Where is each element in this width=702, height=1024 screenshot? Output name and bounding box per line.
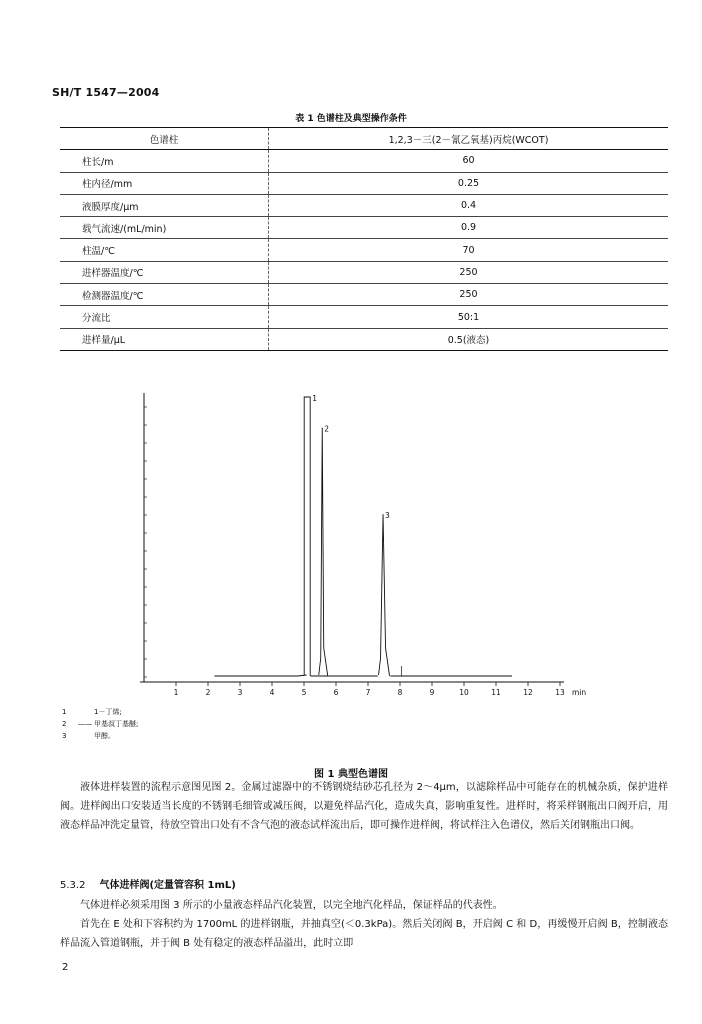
legend-text: 甲基叔丁基醚; bbox=[94, 720, 139, 728]
x-tick-label: 9 bbox=[429, 688, 435, 697]
x-tick-label: 8 bbox=[397, 688, 403, 697]
x-tick-label: 4 bbox=[269, 688, 275, 697]
table-row bbox=[60, 239, 668, 261]
paragraph-text: 液体进样装置的流程示意图见图 2。金属过滤器中的不锈钢烧结砂芯孔径为 2～4μm，以滤除样品中可能存在的机械杂质，保护进样阀。进样阀出口安装适当长度的不锈钢毛细管或减压阀，以避免样品汽化，造成失真，影响重复性。进样时，将采样钢瓶出口阀开启，用液态样品冲洗定量管，待放空管出口处有不含气泡的液态试样流出后，即可操作进样阀，将试样注入色谱仪，然后关闭钢瓶出口阀。 bbox=[60, 782, 668, 831]
x-tick-label: 10 bbox=[459, 688, 469, 697]
section-title: 气体进样阀(定量管容积 1mL) bbox=[99, 880, 236, 891]
table-row bbox=[60, 261, 668, 283]
x-tick-label: 11 bbox=[491, 688, 501, 697]
x-tick-label: 7 bbox=[365, 688, 371, 697]
table-header-cell: 1,2,3－三(2－氰乙氧基)丙烷(WCOT) bbox=[269, 128, 669, 150]
chromatogram-peak bbox=[319, 428, 328, 676]
x-tick-label: 12 bbox=[523, 688, 533, 697]
param-cell: 进样器温度/℃ bbox=[60, 261, 269, 283]
value-cell: 50:1 bbox=[269, 306, 669, 328]
table-row bbox=[60, 328, 668, 350]
figure-caption: 图 1 典型色谱图 bbox=[314, 769, 388, 780]
value-cell: 250 bbox=[269, 284, 669, 306]
x-axis-unit: min bbox=[572, 688, 587, 697]
document-header: SH/T 1547—2004 bbox=[52, 86, 160, 99]
param-cell: 载气流速/(mL/min) bbox=[60, 217, 269, 239]
table-row bbox=[60, 306, 668, 328]
paragraph bbox=[60, 779, 668, 835]
legend-separator: —— bbox=[78, 720, 92, 728]
table-row bbox=[60, 194, 668, 216]
x-tick-label: 13 bbox=[555, 688, 565, 697]
chromatogram-baseline bbox=[214, 675, 306, 676]
table-header-row bbox=[60, 128, 668, 150]
value-cell: 0.5(液态) bbox=[269, 328, 669, 350]
value-cell: 0.25 bbox=[269, 172, 669, 194]
legend-item bbox=[62, 730, 138, 742]
value-cell: 0.9 bbox=[269, 217, 669, 239]
param-cell: 液膜厚度/μm bbox=[60, 194, 269, 216]
value-cell: 60 bbox=[269, 150, 669, 172]
value-cell: 250 bbox=[269, 261, 669, 283]
legend-number: 1 bbox=[62, 708, 67, 716]
x-tick-label: 5 bbox=[301, 688, 307, 697]
table-row bbox=[60, 172, 668, 194]
param-cell: 进样量/μL bbox=[60, 328, 269, 350]
legend-text: 甲醇。 bbox=[94, 732, 115, 740]
operating-conditions-table bbox=[60, 127, 668, 351]
peak-label: 2 bbox=[324, 424, 330, 434]
section-number: 5.3.2 bbox=[60, 880, 86, 891]
legend-number: 3 bbox=[62, 732, 67, 740]
table-caption: 表 1 色谱柱及典型操作条件 bbox=[295, 114, 407, 124]
table-row bbox=[60, 217, 668, 239]
legend-item bbox=[62, 706, 138, 718]
section-heading bbox=[60, 876, 236, 891]
x-tick-label: 6 bbox=[333, 688, 339, 697]
chromatogram-peak bbox=[379, 514, 390, 676]
figure-legend bbox=[62, 706, 138, 742]
paragraph-text: 气体进样必须采用图 3 所示的小量液态样品汽化装置，以完全地汽化样品，保证样品的代表性。 bbox=[80, 900, 503, 911]
value-cell: 0.4 bbox=[269, 194, 669, 216]
legend-number: 2 bbox=[62, 720, 67, 728]
paragraph bbox=[60, 897, 668, 953]
param-cell: 柱内径/mm bbox=[60, 172, 269, 194]
table-row bbox=[60, 150, 668, 172]
x-tick-label: 3 bbox=[237, 688, 243, 697]
legend-item bbox=[62, 718, 138, 730]
chromatogram-peak bbox=[304, 397, 310, 676]
table-row bbox=[60, 284, 668, 306]
table-header-cell: 色谱柱 bbox=[60, 128, 269, 150]
peak-label: 1 bbox=[312, 394, 317, 403]
chromatogram-chart bbox=[60, 385, 587, 707]
x-tick-label: 2 bbox=[205, 688, 211, 697]
legend-text: 1－丁烯; bbox=[94, 708, 122, 716]
x-tick-label: 1 bbox=[173, 688, 179, 697]
param-cell: 检测器温度/℃ bbox=[60, 284, 269, 306]
paragraph-text: 首先在 E 处和下容积约为 1700mL 的进样钢瓶，并抽真空(＜0.3kPa)。然后关闭阀 B，开启阀 C 和 D，再缓慢开启阀 B，控制液态样品流入管道钢瓶，并于阀 B 处有稳定的液态样品溢出，此时立即 bbox=[60, 918, 668, 949]
param-cell: 分流比 bbox=[60, 306, 269, 328]
page-number: 2 bbox=[62, 962, 69, 973]
peak-label: 3 bbox=[385, 511, 390, 521]
param-cell: 柱长/m bbox=[60, 150, 269, 172]
value-cell: 70 bbox=[269, 239, 669, 261]
param-cell: 柱温/℃ bbox=[60, 239, 269, 261]
